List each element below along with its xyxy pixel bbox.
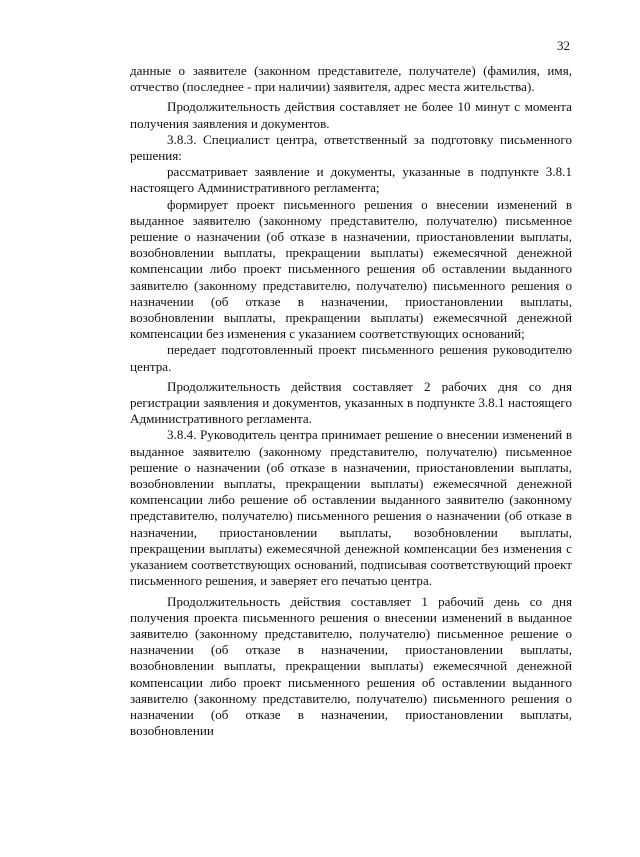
paragraph-forms-draft-decision: формирует проект письменного решения о внесении изменений в выданное заявителю (законному представителю, получателю) письменное решение о назначении (об отказе в назначении, приостановлении выплаты, возобновлении выплаты, прекращении выплаты) ежемесячной денежной компенсации либо проект письменного решения об оставлении выданного заявителю (законному представителю, получателю) письменного решения о назначении (об отказе в назначении, приостановлении выплаты, возобновлении выплаты, прекращении выплаты) ежемесячной денежной компенсации без изменения с указанием соответствующих оснований; [130,196,572,342]
paragraph-duration-10-minutes: Продолжительность действия составляет не более 10 минут с момента получения заявления и документов. [130,99,572,131]
paragraph-reviews-application: рассматривает заявление и документы, указанные в подпункте 3.8.1 настоящего Административного регламента; [130,164,572,196]
paragraph-duration-1-day: Продолжительность действия составляет 1 рабочий день со дня получения проекта письменного решения о внесении изменений в выданное заявителю (законному представителю, получателю) письменное решение о назначении (об отказе в назначении, приостановлении выплаты, возобновлении выплаты, прекращении выплаты) ежемесячной денежной компенсации либо проект письменного решения об оставлении выданного заявителю (законному представителю, получателю) письменного решения о назначении (об отказе в назначении, приостановлении выплаты, возобновлении [130,593,572,739]
paragraph-applicant-data: данные о заявителе (законном представителе, получателе) (фамилия, имя, отчество (последнее - при наличии) заявителя, адрес места жительства). [130,63,572,95]
paragraph-duration-2-days: Продолжительность действия составляет 2 рабочих дня со дня регистрации заявления и документов, указанных в подпункте 3.8.1 настоящего Административного регламента. [130,378,572,427]
paragraph-3-8-4-head-decision: 3.8.4. Руководитель центра принимает решение о внесении изменений в выданное заявителю (законному представителю, получателю) письменное решение о назначении (об отказе в назначении, приостановлении выплаты, возобновлении выплаты, прекращении выплаты) ежемесячной денежной компенсации либо решение об оставлении выданного заявителю (законному представителю, получателю) письменного решения о назначении (об отказе в назначении, приостановлении выплаты, возобновлении выплаты, прекращении выплаты) ежемесячной денежной компенсации без изменения с указанием соответствующих оснований, подписывая соответствующий проект письменного решения, и заверяет его печатью центра. [130,427,572,589]
page-number: 32 [557,38,570,53]
paragraph-transfers-draft: передает подготовленный проект письменного решения руководителю центра. [130,342,572,374]
document-body [130,63,572,739]
paragraph-3-8-3-heading: 3.8.3. Специалист центра, ответственный за подготовку письменного решения: [130,131,572,164]
